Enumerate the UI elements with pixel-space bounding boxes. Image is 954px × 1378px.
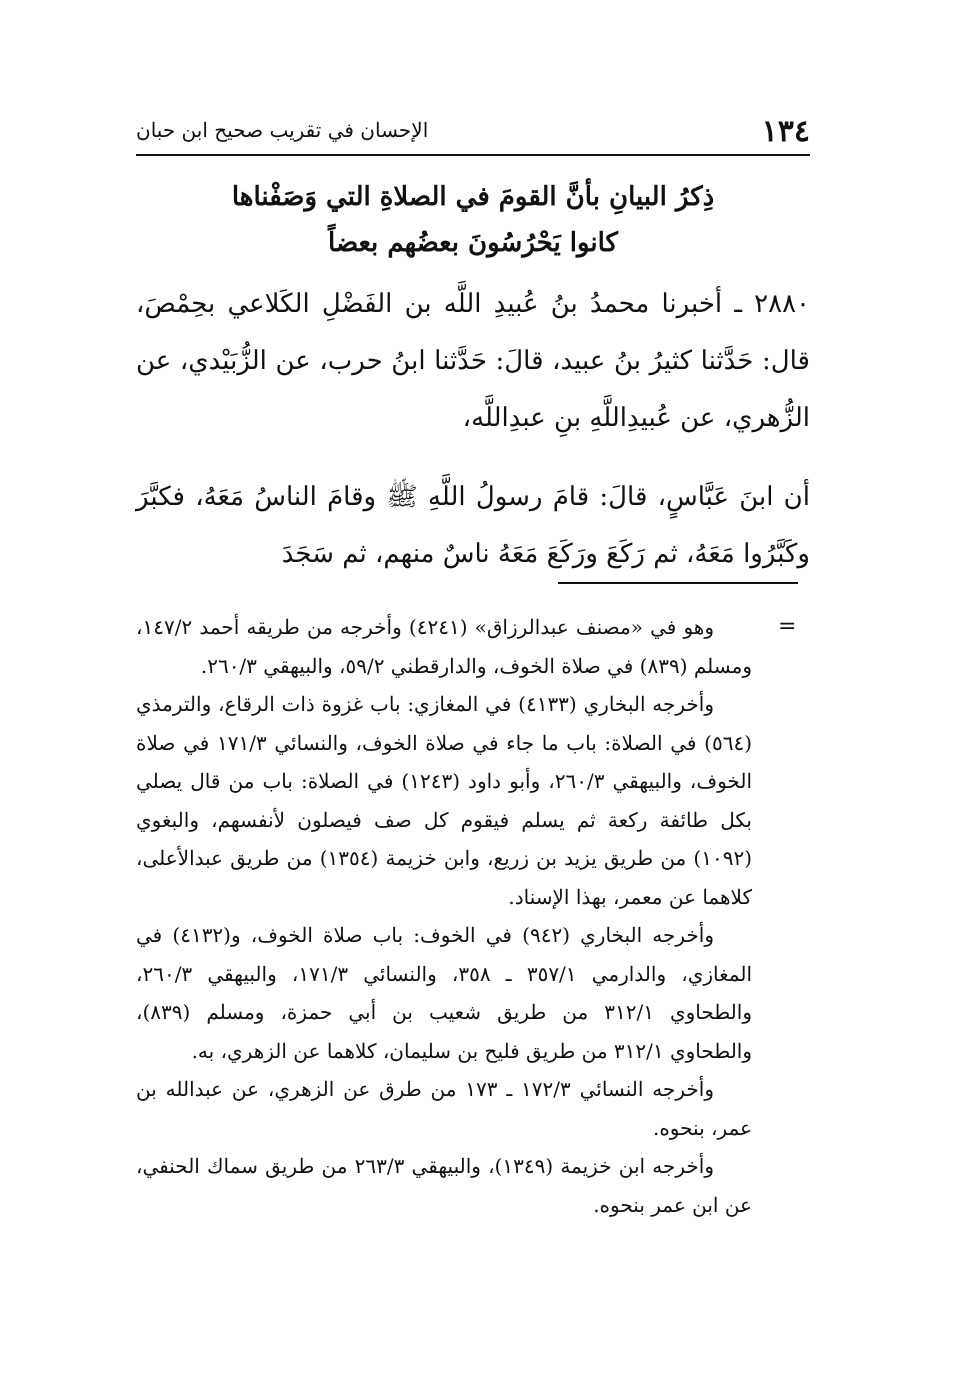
running-title: الإحسان في تقريب صحيح ابن حبان	[136, 118, 429, 142]
footnote-separator	[558, 582, 798, 584]
footnote-paragraph: وأخرجه البخاري (٩٤٢) في الخوف: باب صلاة الخوف، و(٤١٣٢) في المغازي، والدارمي ٣٥٧/١ ـ ٣٥٨، والنسائي ١٧١/٣، والبيهقي ٢٦٠/٣، والطحاوي ٣١٢/١ من طريق شعيب بن أبي حمزة، ومسلم (٨٣٩)، والطحاوي ٣١٢/١ من طريق فليح بن سليمان، كلاهما عن الزهري، به.	[136, 923, 753, 1063]
hadith-isnad: ٢٨٨٠ ـ أخبرنا محمدُ بنُ عُبيدِ اللَّه بن الفَضْلِ الكَلاعي بحِمْصَ، قال: حَدَّثنا كثيرُ بنُ عبيد، قالَ: حَدَّثنا ابنُ حرب، عن الزُّبَيْدي، عن الزُّهري، عن عُبيدِاللَّهِ بنِ عبدِاللَّه،	[136, 289, 810, 433]
page-number: ١٣٤	[761, 114, 810, 149]
hadith-text	[136, 276, 810, 583]
chapter-title-line-2: كانوا يَحْرُسُونَ بعضُهم بعضاً	[328, 228, 618, 258]
hadith-matn: أن ابنَ عَبَّاسٍ، قالَ: قامَ رسولُ اللَّهِ ﷺ وقامَ الناسُ مَعَهُ، فكبَّرَ وكَبَّرُوا مَعَهُ، ثم رَكَعَ ورَكَعَ مَعَهُ ناسٌ منهم، ثم سَجَدَ	[136, 482, 810, 569]
footnote-paragraph: وأخرجه ابن خزيمة (١٣٤٩)، والبيهقي ٢٦٣/٣ من طريق سماك الحنفي، عن ابن عمر بنحوه.	[136, 1154, 752, 1217]
footnote-paragraph: وأخرجه النسائي ١٧٢/٣ ـ ١٧٣ من طرق عن الزهري، عن عبدالله بن عمر، بنحوه.	[136, 1077, 752, 1140]
footnote-paragraph: وأخرجه البخاري (٤١٣٣) في المغازي: باب غزوة ذات الرقاع، والترمذي (٥٦٤) في الصلاة: باب ما جاء في صلاة الخوف، والنسائي ١٧١/٣ في صلاة الخوف، والبيهقي ٢٦٠/٣، وأبو داود (١٢٤٣) في الصلاة: باب من قال يصلي بكل طائفة ركعة ثم يسلم فيقوم كل صف فيصلون لأنفسهم، والبغوي (١٠٩٢) من طريق يزيد بن زريع، وابن خزيمة (١٣٥٤) من طريق عبدالأعلى، كلاهما عن معمر، بهذا الإسناد.	[136, 692, 752, 909]
footnotes	[136, 608, 752, 1224]
footnote-continuation-mark: =	[778, 614, 797, 639]
chapter-title	[136, 174, 810, 266]
chapter-title-line-1: ذِكرُ البيانِ بأنَّ القومَ في الصلاةِ التي وَصَفْناها	[231, 182, 715, 212]
page-header	[136, 106, 810, 156]
footnote-paragraph: وهو في «مصنف عبدالرزاق» (٤٢٤١) وأخرجه من طريقه أحمد ١٤٧/٢، ومسلم (٨٣٩) في صلاة الخوف، والدارقطني ٥٩/٢، والبيهقي ٢٦٠/٣.	[136, 615, 752, 678]
